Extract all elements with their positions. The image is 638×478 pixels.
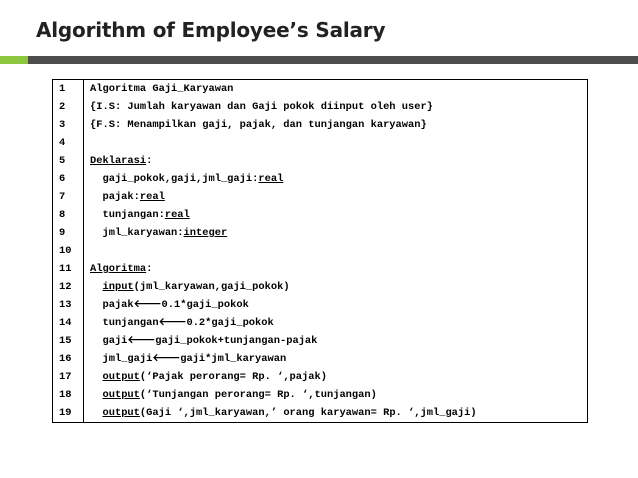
line-number: 8 [53,206,84,224]
code-row [53,368,588,386]
code-line [84,404,588,423]
code-line [84,278,588,296]
code-row [53,116,588,134]
code-row [53,260,588,278]
code-line [84,170,588,188]
code-keyword: output [102,407,140,419]
code-text: (‘Tunjangan perorang= Rp. ‘,tunjangan) [139,389,377,401]
line-number: 7 [53,188,84,206]
code-row [53,296,588,314]
code-line [84,242,588,260]
code-row [53,188,588,206]
line-number: 10 [53,242,84,260]
code-text: pajak: [90,191,140,203]
code-line [84,116,588,134]
page-title: Algorithm of Employee’s Salary [36,18,386,42]
code-text: pajak🡐0.1*gaji_pokok [90,299,249,311]
line-number: 9 [53,224,84,242]
code-row [53,152,588,170]
code-table [52,79,588,423]
code-keyword: real [258,173,284,185]
code-text [90,371,102,383]
code-line [84,314,588,332]
line-number: 15 [53,332,84,350]
code-text [90,389,102,401]
code-text: (‘Pajak perorang= Rp. ‘,pajak) [139,371,327,383]
code-text: (Gaji ‘,jml_karyawan,’ orang karyawan= Rp. ‘,jml_gaji) [139,407,477,419]
code-keyword: output [102,389,140,401]
code-text: {I.S: Jumlah karyawan dan Gaji pokok diinput oleh user} [90,101,433,113]
code-row [53,278,588,296]
code-line [84,296,588,314]
code-body [53,80,588,423]
code-line [84,134,588,152]
line-number: 11 [53,260,84,278]
code-line [84,188,588,206]
code-row [53,242,588,260]
code-line [84,206,588,224]
code-row [53,170,588,188]
line-number: 3 [53,116,84,134]
line-number: 16 [53,350,84,368]
code-keyword: real [139,191,165,203]
accent-band [0,56,28,64]
code-text: gaji_pokok,gaji,jml_gaji: [90,173,259,185]
code-text: : [146,263,153,275]
code-row [53,332,588,350]
header-band [28,56,638,64]
code-row [53,206,588,224]
code-row [53,314,588,332]
code-line [84,386,588,404]
code-line [84,80,588,99]
line-number: 17 [53,368,84,386]
code-line [84,224,588,242]
code-keyword: integer [183,227,228,239]
code-text [90,407,102,419]
code-keyword: real [164,209,190,221]
code-line [84,98,588,116]
code-text: gaji🡐gaji_pokok+tunjangan-pajak [90,335,318,347]
code-text: jml_gaji🡐gaji*jml_karyawan [90,353,287,365]
code-row [53,350,588,368]
code-line [84,368,588,386]
line-number: 13 [53,296,84,314]
code-keyword: Algoritma [90,263,147,275]
line-number: 18 [53,386,84,404]
code-row [53,386,588,404]
code-line [84,260,588,278]
code-keyword: Deklarasi [90,155,147,167]
code-text: tunjangan🡐0.2*gaji_pokok [90,317,274,329]
line-number: 19 [53,404,84,423]
code-text [90,281,102,293]
code-row [53,224,588,242]
code-line [84,332,588,350]
line-number: 1 [53,80,84,99]
line-number: 4 [53,134,84,152]
line-number: 5 [53,152,84,170]
line-number: 12 [53,278,84,296]
line-number: 14 [53,314,84,332]
code-row [53,404,588,423]
code-text: (jml_karyawan,gaji_pokok) [133,281,290,293]
code-text: jml_karyawan: [90,227,184,239]
code-row [53,134,588,152]
code-text: tunjangan: [90,209,165,221]
code-line [84,152,588,170]
code-row [53,80,588,99]
line-number: 2 [53,98,84,116]
line-number: 6 [53,170,84,188]
code-row [53,98,588,116]
code-text: Algoritma Gaji_Karyawan [90,83,234,95]
code-text: {F.S: Menampilkan gaji, pajak, dan tunjangan karyawan} [90,119,427,131]
code-text: : [146,155,153,167]
code-keyword: output [102,371,140,383]
code-keyword: input [102,281,134,293]
code-line [84,350,588,368]
